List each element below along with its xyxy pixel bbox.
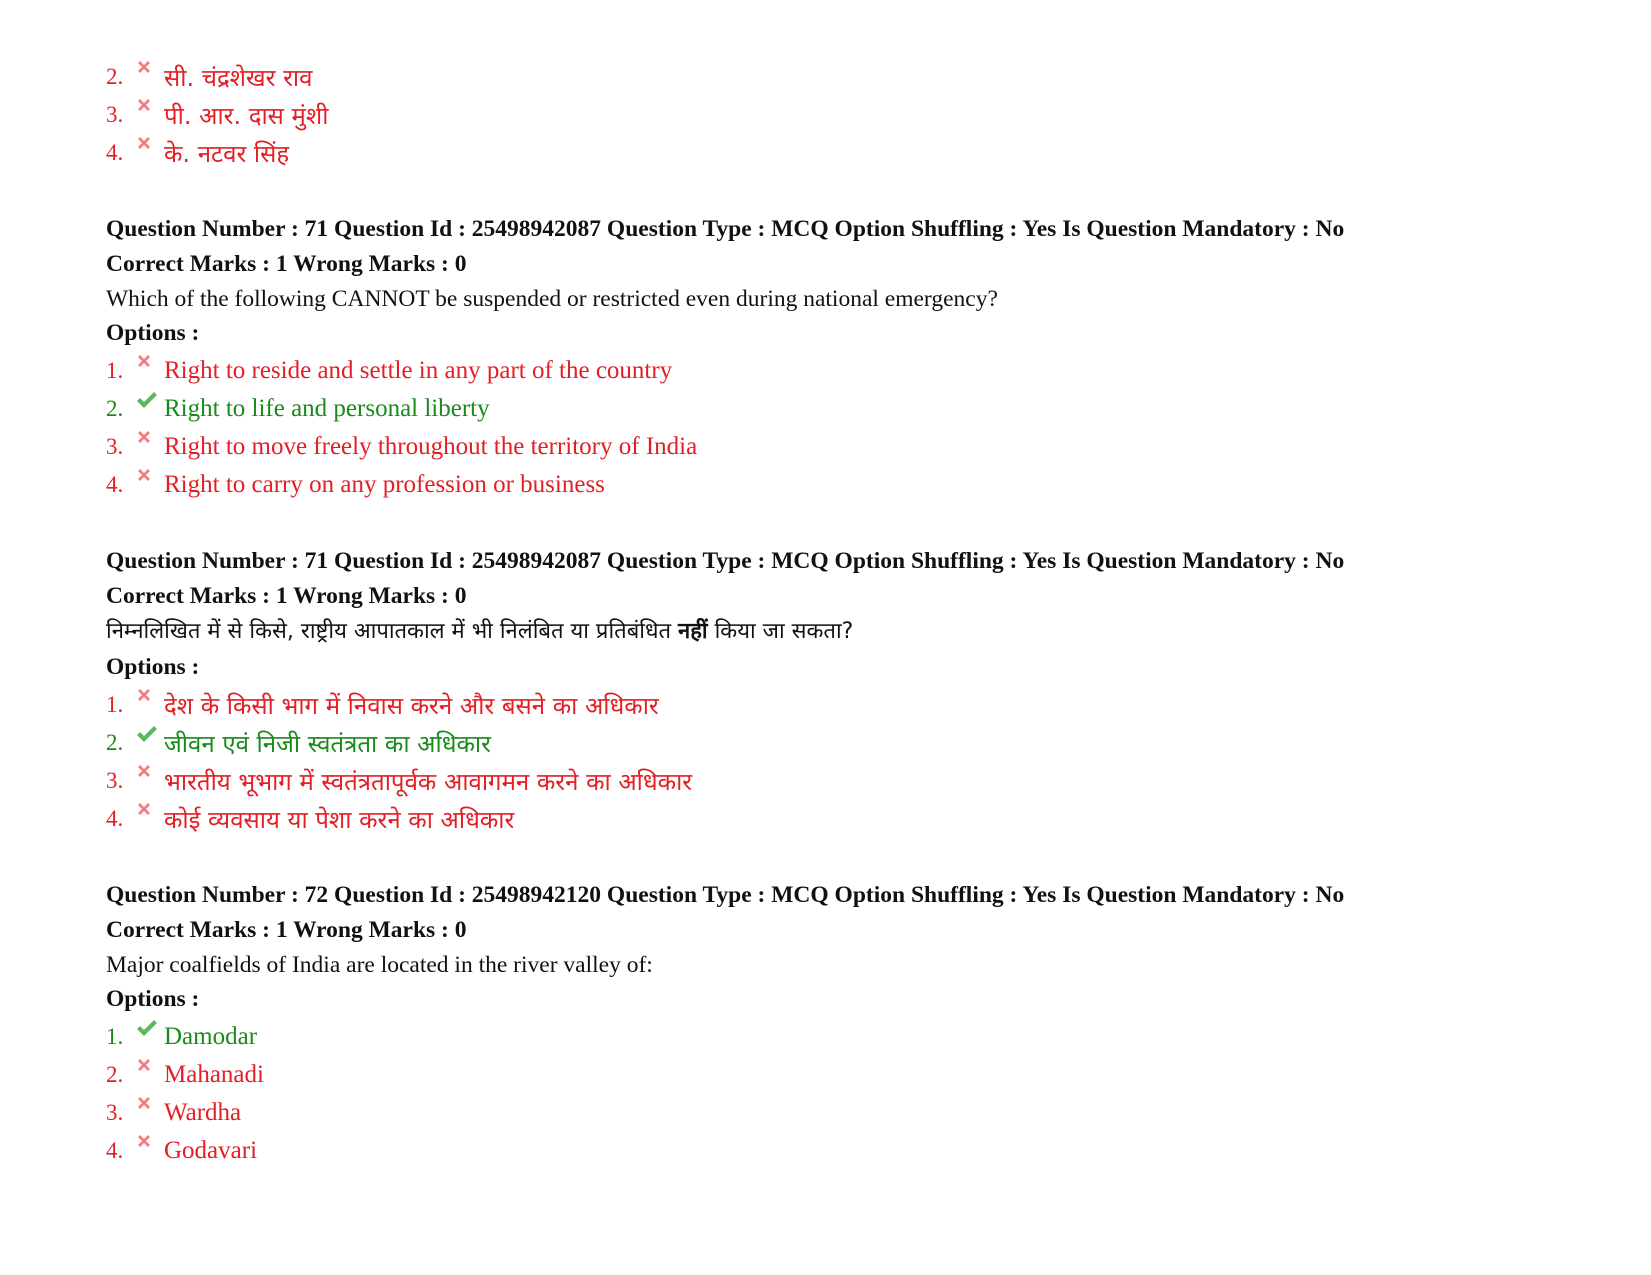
option-text: Damodar (164, 1023, 258, 1050)
option-number: 4. (106, 472, 124, 497)
option-text: Godavari (164, 1137, 258, 1164)
option-item (106, 58, 1606, 96)
question-block (106, 544, 1606, 838)
cross-icon (136, 1133, 164, 1157)
option-number: 2. (106, 1062, 124, 1087)
option-item-correct (106, 724, 1606, 762)
cross-icon (136, 1057, 164, 1081)
question-header: Question Number : 72 Question Id : 25498942120 Question Type : MCQ Option Shuffling : Yes Is Question Mandatory : No (106, 882, 1345, 908)
check-icon (136, 1019, 164, 1043)
cross-icon (136, 467, 164, 491)
option-text: पी. आर. दास मुंशी (164, 101, 329, 130)
option-number: 4. (106, 140, 124, 165)
question-block (106, 212, 1606, 504)
option-text: भारतीय भूभाग में स्वतंत्रतापूर्वक आवागमन करने का अधिकार (164, 767, 693, 796)
option-text: Right to move freely throughout the territory of India (164, 433, 698, 460)
option-text: जीवन एवं निजी स्वतंत्रता का अधिकार (164, 729, 491, 758)
option-item (106, 96, 1606, 134)
options-label: Options : (106, 986, 200, 1012)
cross-icon (136, 135, 164, 159)
question-text-part: निम्नलिखित में से किसे, राष्ट्रीय आपातकाल में भी निलंबित या प्रतिबंधित (106, 619, 679, 644)
option-item (106, 762, 1606, 800)
cross-icon (136, 429, 164, 453)
option-text: Right to carry on any profession or business (164, 471, 605, 498)
option-number: 2. (106, 396, 124, 421)
option-item (106, 1094, 1606, 1132)
cross-icon (136, 687, 164, 711)
option-number: 1. (106, 1024, 124, 1049)
check-icon (136, 725, 164, 749)
option-item (106, 686, 1606, 724)
option-item (106, 1056, 1606, 1094)
option-number: 4. (106, 806, 124, 831)
option-number: 2. (106, 64, 124, 89)
document-page (106, 58, 1606, 1170)
option-number: 3. (106, 102, 124, 127)
option-text: Wardha (164, 1099, 242, 1126)
cross-icon (136, 97, 164, 121)
question-marks: Correct Marks : 1 Wrong Marks : 0 (106, 583, 467, 609)
check-icon (136, 391, 164, 415)
option-number: 4. (106, 1138, 124, 1163)
option-number: 2. (106, 730, 124, 755)
option-item (106, 428, 1606, 466)
question-text-emphasis: नहीं (678, 619, 708, 644)
option-text: Right to reside and settle in any part of the country (164, 357, 673, 384)
cross-icon (136, 763, 164, 787)
option-number: 3. (106, 434, 124, 459)
option-item (106, 352, 1606, 390)
question-text (106, 614, 1606, 650)
option-number: 3. (106, 1100, 124, 1125)
option-text: सी. चंद्रशेखर राव (164, 63, 313, 92)
option-text: Mahanadi (164, 1061, 264, 1088)
option-text: देश के किसी भाग में निवास करने और बसने का अधिकार (164, 691, 659, 720)
cross-icon (136, 1095, 164, 1119)
option-text: Right to life and personal liberty (164, 395, 490, 422)
question-header: Question Number : 71 Question Id : 25498942087 Question Type : MCQ Option Shuffling : Yes Is Question Mandatory : No (106, 216, 1345, 242)
cross-icon (136, 353, 164, 377)
question-marks: Correct Marks : 1 Wrong Marks : 0 (106, 917, 467, 943)
cross-icon (136, 801, 164, 825)
option-item (106, 134, 1606, 172)
option-text: के. नटवर सिंह (164, 139, 290, 168)
question-text: Which of the following CANNOT be suspended or restricted even during national emergency? (106, 286, 998, 312)
question-block (106, 878, 1606, 1170)
question-text: Major coalfields of India are located in the river valley of: (106, 952, 653, 978)
option-text: कोई व्यवसाय या पेशा करने का अधिकार (164, 805, 515, 834)
option-number: 1. (106, 358, 124, 383)
cross-icon (136, 59, 164, 83)
option-item (106, 1132, 1606, 1170)
options-label: Options : (106, 654, 200, 680)
option-item-correct (106, 1018, 1606, 1056)
question-header: Question Number : 71 Question Id : 25498942087 Question Type : MCQ Option Shuffling : Yes Is Question Mandatory : No (106, 548, 1345, 574)
previous-question-options (106, 58, 1606, 172)
option-item (106, 800, 1606, 838)
option-item (106, 466, 1606, 504)
options-label: Options : (106, 320, 200, 346)
question-marks: Correct Marks : 1 Wrong Marks : 0 (106, 251, 467, 277)
option-number: 3. (106, 768, 124, 793)
option-number: 1. (106, 692, 124, 717)
option-item-correct (106, 390, 1606, 428)
question-text-part: किया जा सकता? (707, 619, 854, 644)
